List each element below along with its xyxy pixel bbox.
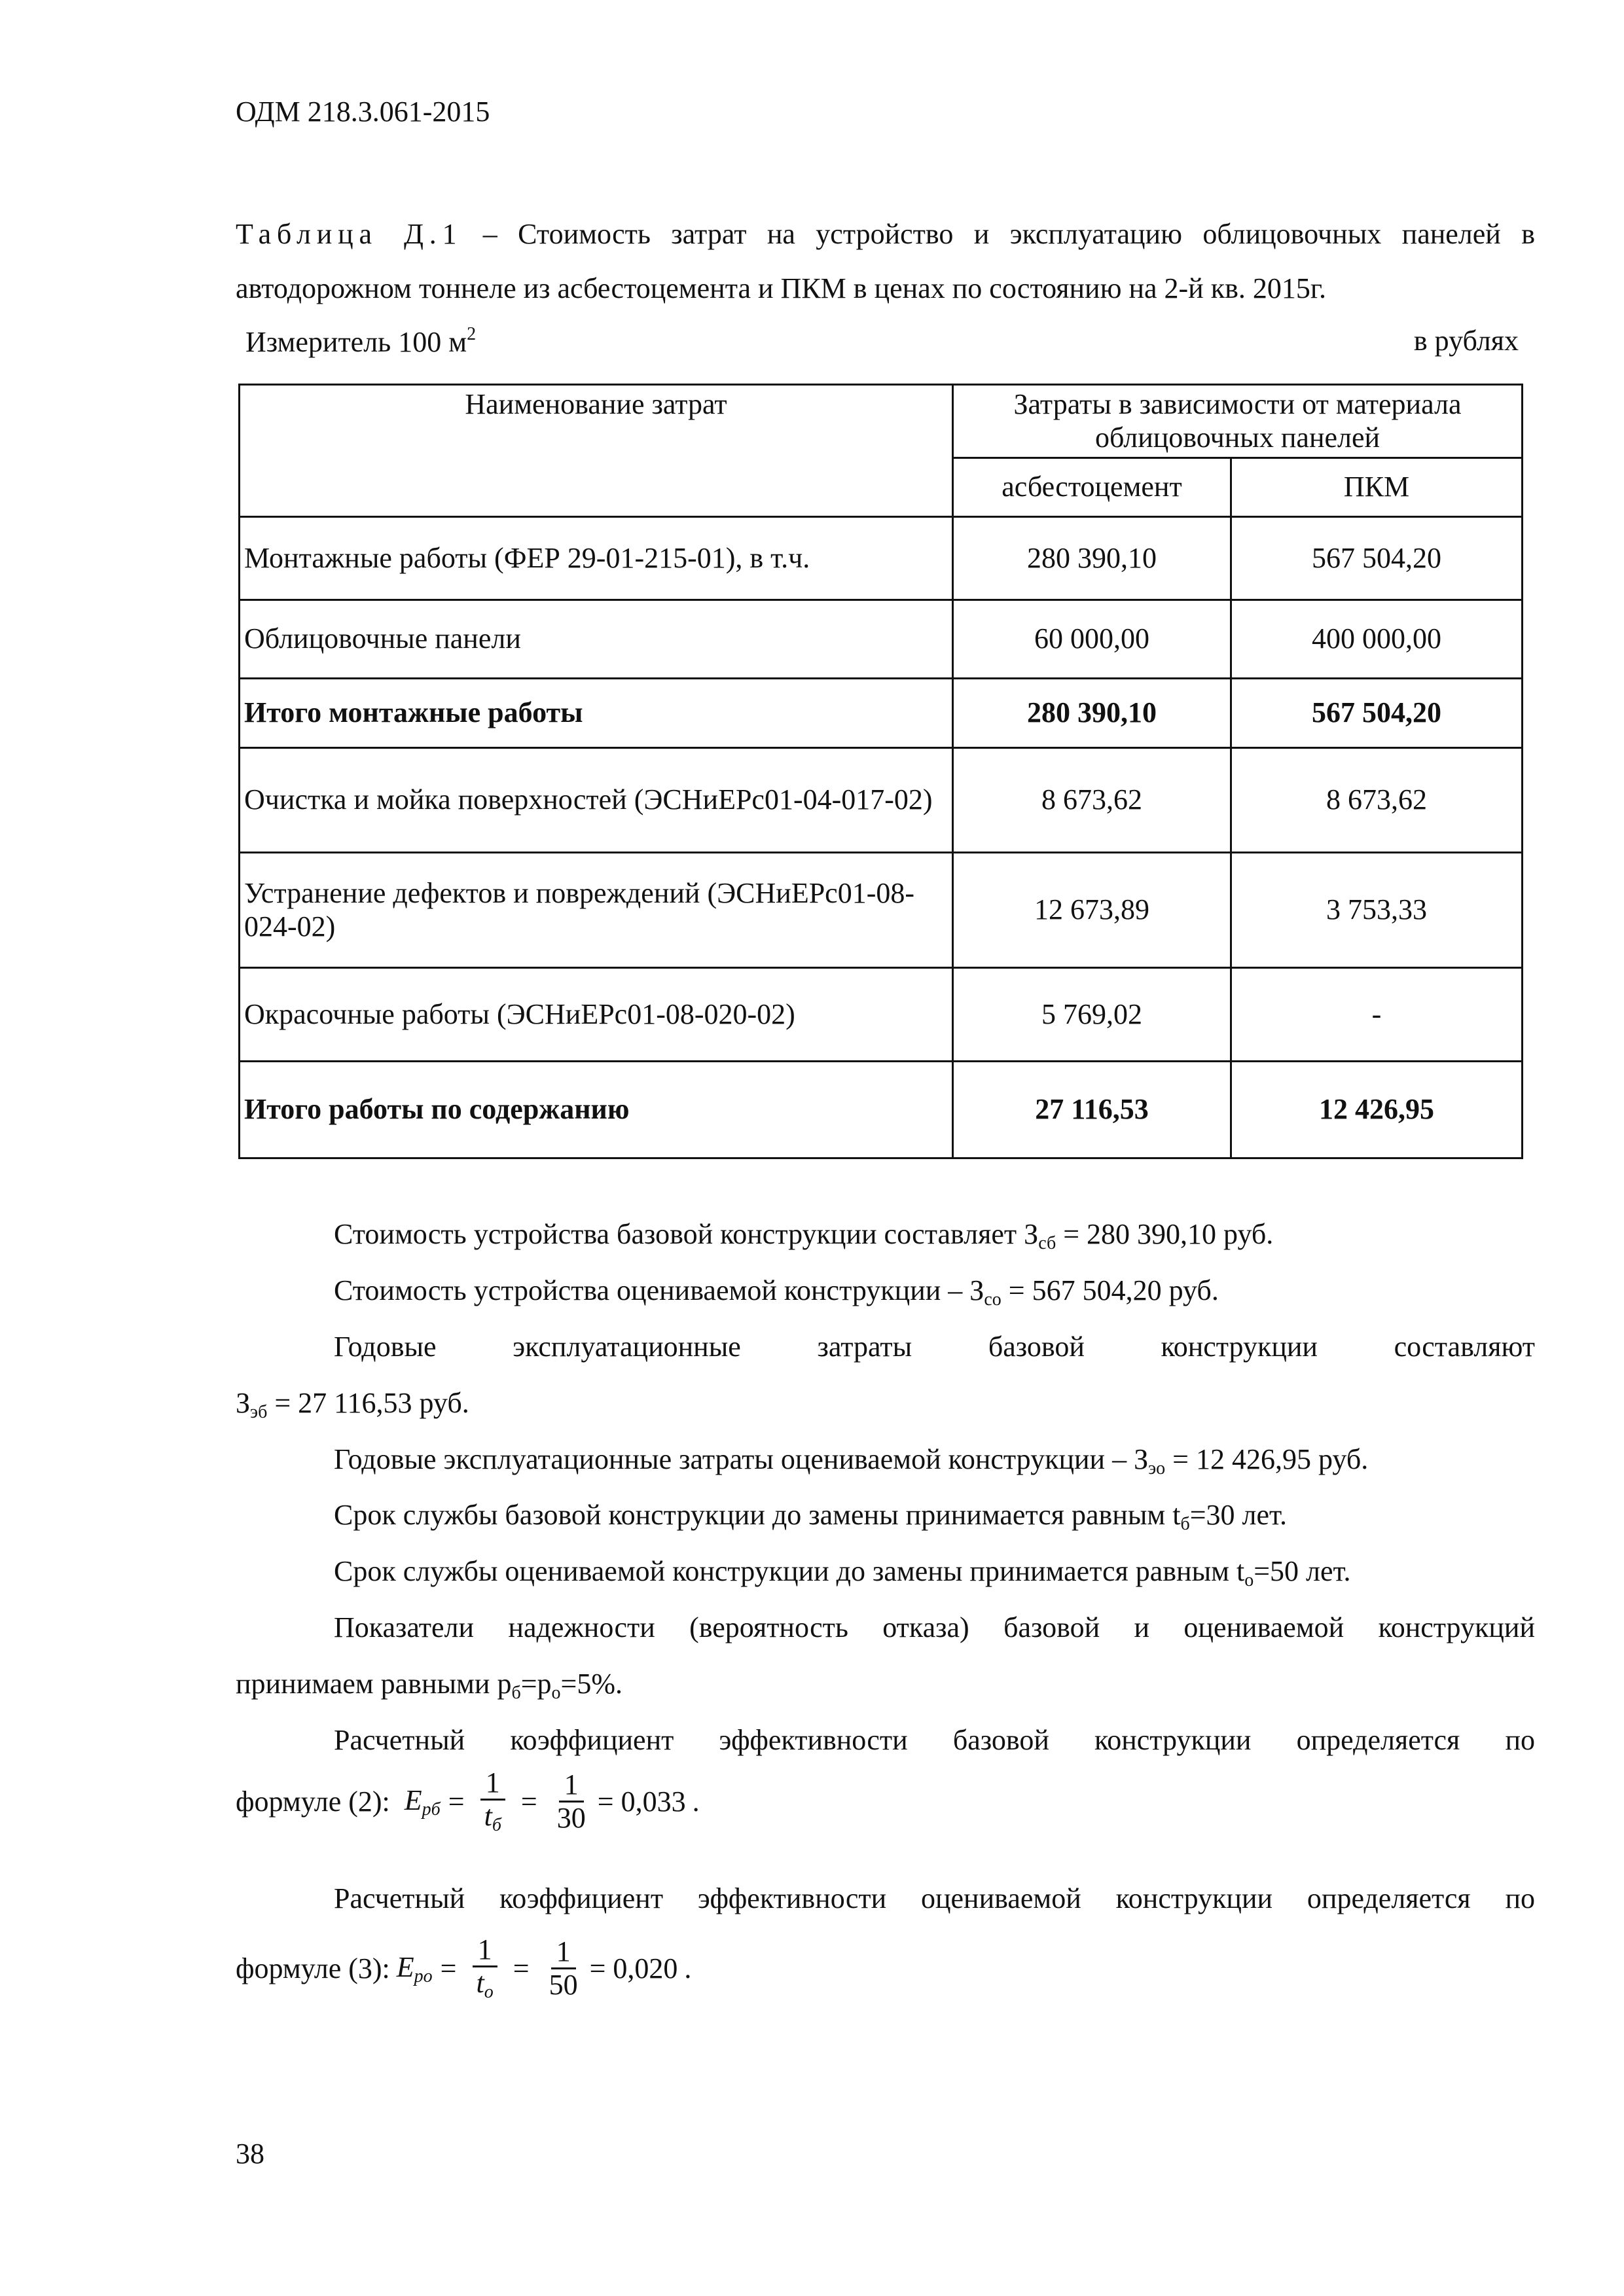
table-caption-text: – Стоимость затрат на устройство и эксплуатацию облицовочных панелей в [482, 218, 1535, 250]
row-value-pkm: 400 000,00 [1231, 600, 1523, 679]
paragraph-evaluated-operating: Годовые эксплуатационные затраты оцениваемой конструкции – $З_{эо} = 12$ 426,95 руб. [334, 1443, 1369, 1479]
row-value-asbestos: 280 390,10 [953, 517, 1231, 600]
table-row [240, 853, 1523, 968]
row-value-asbestos: 12 673,89 [953, 853, 1231, 968]
formula-3-lhs: $E_{ро}$ [396, 1950, 433, 1986]
document-code: ОДМ 218.3.061-2015 [236, 96, 490, 128]
table-row [240, 679, 1523, 748]
formula-2: формуле (2): $E_{рб}$ = $\frac{1}{t_б}$ = $\frac{1}{30}$ = 0,033 . [236, 1767, 700, 1836]
paragraph-base-service-life: Срок службы базовой конструкции до замены принимается равным $t_б=30$ лет. [334, 1499, 1287, 1534]
table-row [240, 748, 1523, 853]
paragraph-evaluated-service-life: Срок службы оцениваемой конструкции до замены принимается равным $t_о=50$ лет. [334, 1555, 1351, 1590]
paragraph-evaluated-cost: Стоимость устройства оцениваемой конструкции – $З_{со} = 567$ 504,20 руб. [334, 1274, 1219, 1310]
row-value-pkm: 12 426,95 [1231, 1062, 1523, 1158]
formula-3-prefix: формуле (3): [236, 1952, 390, 1985]
table-caption-line-1 [236, 216, 1535, 252]
formula-3: формуле (3): $E_{ро}$ = $\frac{1}{t_о}$ = $\frac{1}{50}$ = 0,020 . [236, 1933, 692, 2003]
table-row [240, 600, 1523, 679]
row-name: Монтажные работы (ФЕР 29-01-215-01), в т.ч. [240, 517, 953, 600]
header-asbestos-cement: асбестоцемент [953, 458, 1231, 517]
paragraph-base-cost: Стоимость устройства базовой конструкции составляет $З_{сб} = 280$ 390,10 руб. [334, 1218, 1274, 1253]
table-row [240, 1062, 1523, 1158]
row-name: Окрасочные работы (ЭСНиЕРс01-08-020-02) [240, 968, 953, 1062]
cost-table [238, 384, 1523, 1159]
paragraph-base-operating-line-1: Годовые эксплуатационные затраты базовой конструкции составляют [334, 1331, 1535, 1363]
page-number: 38 [236, 2138, 264, 2170]
header-cost-group: Затраты в зависимости от материала облицовочных панелей [953, 385, 1523, 458]
paragraph-base-coefficient: Расчетный коэффициент эффективности базовой конструкции определяется по [334, 1724, 1535, 1756]
formula-2-fraction-2: $\frac{1}{30}$ [556, 1768, 586, 1835]
paragraph-base-operating-line-2: $З_{эб} = 27$ 116,53 руб. [236, 1387, 469, 1422]
formula-3-result: = 0,020 [589, 1952, 678, 1985]
table-caption-label: Таблица Д.1 [236, 218, 463, 250]
header-pkm: ПКМ [1231, 458, 1523, 517]
paragraph-evaluated-coefficient: Расчетный коэффициент эффективности оцениваемой конструкции определяется по [334, 1882, 1535, 1914]
row-name: Итого работы по содержанию [240, 1062, 953, 1158]
formula-2-result: = 0,033 [597, 1785, 686, 1818]
formula-2-lhs: $E_{рб}$ [404, 1784, 441, 1820]
table-meta-row [245, 324, 1519, 359]
row-name: Итого монтажные работы [240, 679, 953, 748]
paragraph-reliability-line-2: принимаем равными $p_б=p_о=5\%$. [236, 1668, 623, 1703]
table-caption-line-2: автодорожном тоннеле из асбестоцемента и ПКМ в ценах по состоянию на 2-й кв. 2015г. [236, 272, 1326, 304]
paragraph-reliability-line-1: Показатели надежности (вероятность отказа) базовой и оцениваемой конструкций [334, 1611, 1535, 1643]
row-value-pkm: 567 504,20 [1231, 517, 1523, 600]
formula-2-fraction-1: $\frac{1}{t_б}$ [479, 1767, 507, 1836]
row-value-asbestos: 60 000,00 [953, 600, 1231, 679]
row-value-pkm: - [1231, 968, 1523, 1062]
row-value-asbestos: 8 673,62 [953, 748, 1231, 853]
table-row [240, 968, 1523, 1062]
measure-unit: Измеритель 100 $м^2$ [245, 324, 477, 358]
row-value-pkm: 567 504,20 [1231, 679, 1523, 748]
header-cost-name: Наименование затрат [240, 385, 953, 517]
row-name: Облицовочные панели [240, 600, 953, 679]
row-value-pkm: 8 673,62 [1231, 748, 1523, 853]
formula-2-prefix: формуле (2): [236, 1785, 390, 1818]
formula-3-fraction-2: $\frac{1}{50}$ [549, 1935, 578, 2001]
currency-note: в рублях [1413, 325, 1519, 357]
table-row [240, 517, 1523, 600]
row-value-asbestos: 280 390,10 [953, 679, 1231, 748]
row-value-asbestos: 5 769,02 [953, 968, 1231, 1062]
row-value-asbestos: 27 116,53 [953, 1062, 1231, 1158]
row-name: Устранение дефектов и повреждений (ЭСНиЕРс01-08-024-02) [240, 853, 953, 968]
formula-3-fraction-1: $\frac{1}{t_о}$ [471, 1934, 499, 2003]
row-value-pkm: 3 753,33 [1231, 853, 1523, 968]
row-name: Очистка и мойка поверхностей (ЭСНиЕРс01-04-017-02) [240, 748, 953, 853]
